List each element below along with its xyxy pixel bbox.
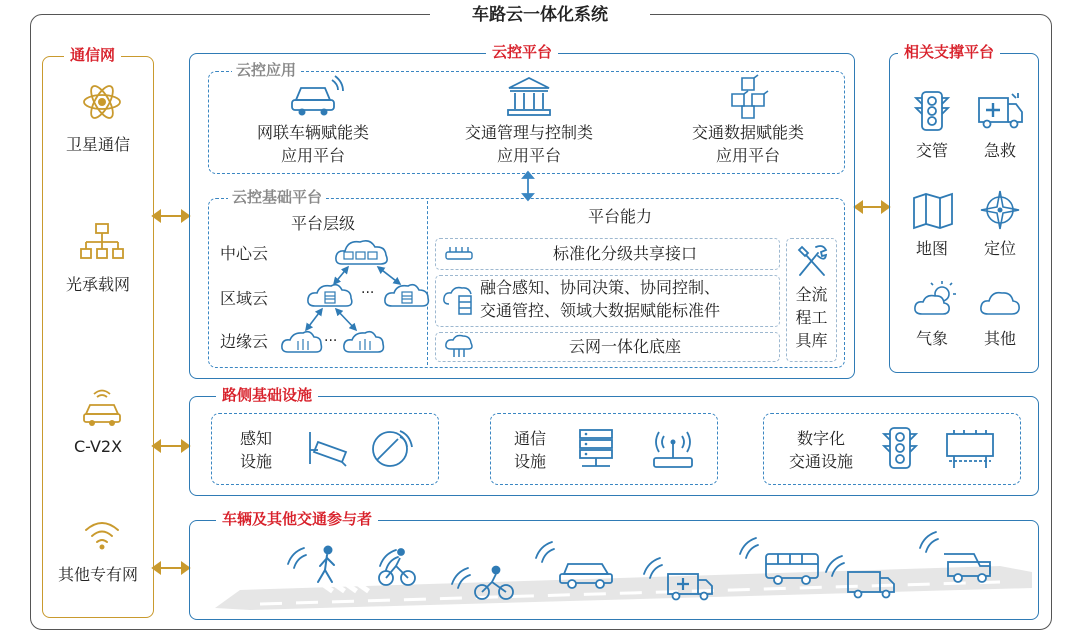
support-title: 相关支撑平台	[898, 42, 1000, 62]
support-map-label: 地图	[915, 239, 948, 258]
car-icon	[288, 74, 350, 120]
cloud-server-icon	[443, 284, 475, 316]
interface-port-icon	[444, 244, 474, 264]
cloud-platform-title: 云控平台	[486, 42, 558, 62]
government-building-icon	[506, 76, 552, 118]
cap-components-line2: 交通管控、领域大数据赋能标准件	[480, 301, 721, 320]
network-satellite-label: 卫星通信	[65, 135, 130, 154]
app-traffic-line1: 交通管理与控制类	[464, 123, 593, 142]
wrench-screwdriver-icon	[796, 243, 828, 279]
compass-icon	[980, 190, 1020, 230]
comm-line1: 通信	[513, 429, 546, 448]
vehicles-title: 车辆及其他交通参与者	[216, 509, 378, 529]
weather-sun-cloud-icon	[912, 280, 958, 320]
toolbox-line2: 程工	[795, 308, 828, 327]
edge-ellipsis: ···	[324, 333, 338, 349]
router-antenna-icon	[650, 428, 696, 470]
wireless-signal-icon	[82, 520, 122, 550]
vertical-double-arrow-icon	[521, 172, 535, 200]
layer-edge: 边缘云	[220, 332, 269, 351]
double-arrow-icon	[152, 209, 190, 223]
layer-center: 中心云	[220, 244, 269, 263]
connected-car-icon	[80, 386, 124, 428]
network-other-label: 其他专有网	[57, 565, 138, 584]
network-title: 通信网	[64, 45, 121, 65]
traffic-light-icon	[880, 426, 920, 472]
app-traffic-line2: 应用平台	[496, 146, 561, 165]
network-fiber-label: 光承载网	[65, 275, 130, 294]
cloud-base-title: 云控基础平台	[228, 187, 326, 207]
sensing-line1: 感知	[239, 429, 272, 448]
cloud-icon	[978, 288, 1022, 318]
double-arrow-icon	[854, 200, 890, 214]
cloud-network-icon	[444, 335, 474, 359]
double-arrow-icon	[152, 439, 190, 453]
app-vehicle-line2: 应用平台	[280, 146, 345, 165]
server-rack-icon	[576, 428, 616, 470]
capabilities-title: 平台能力	[587, 207, 652, 226]
radar-icon	[370, 427, 414, 469]
toolbox-line1: 全流	[795, 285, 828, 304]
cap-components-line1: 融合感知、协同决策、协同控制、	[480, 278, 721, 297]
map-icon	[912, 192, 954, 230]
cloud-hierarchy-diagram	[280, 232, 430, 362]
support-ambulance-label: 急救	[983, 141, 1016, 160]
cap-foundation-label: 云网一体化底座	[568, 337, 681, 356]
support-location-label: 定位	[983, 239, 1016, 258]
digital-line1: 数字化	[796, 429, 845, 448]
region-ellipsis: ···	[361, 285, 375, 301]
app-vehicle-line1: 网联车辆赋能类	[256, 123, 369, 142]
support-traffic-label: 交管	[915, 141, 948, 160]
sensing-line2: 设施	[239, 452, 272, 471]
network-topology-icon	[80, 222, 124, 262]
digital-line2: 交通设施	[788, 452, 853, 471]
data-cubes-icon	[724, 76, 774, 120]
layer-region: 区域云	[220, 289, 269, 308]
app-data-line1: 交通数据赋能类	[691, 123, 804, 142]
surveillance-camera-icon	[306, 428, 352, 468]
network-cv2x-label: C-V2X	[73, 437, 123, 456]
toolbox-line3: 具库	[795, 331, 828, 350]
cloud-apps-title: 云控应用	[232, 60, 300, 80]
app-data-line2: 应用平台	[715, 146, 780, 165]
support-other-label: 其他	[983, 329, 1016, 348]
support-weather-label: 气象	[915, 329, 948, 348]
satellite-atom-icon	[82, 82, 122, 122]
double-arrow-icon	[152, 561, 190, 575]
road-sign-board-icon	[944, 428, 996, 470]
comm-line2: 设施	[513, 452, 546, 471]
layers-title: 平台层级	[290, 214, 355, 233]
ambulance-icon	[976, 92, 1024, 130]
cap-interface-label: 标准化分级共享接口	[552, 244, 697, 263]
traffic-light-icon	[914, 90, 950, 134]
traffic-participants-scene	[200, 528, 1032, 618]
system-title: 车路云一体化系统	[430, 3, 650, 27]
roadside-title: 路侧基础设施	[216, 385, 318, 405]
